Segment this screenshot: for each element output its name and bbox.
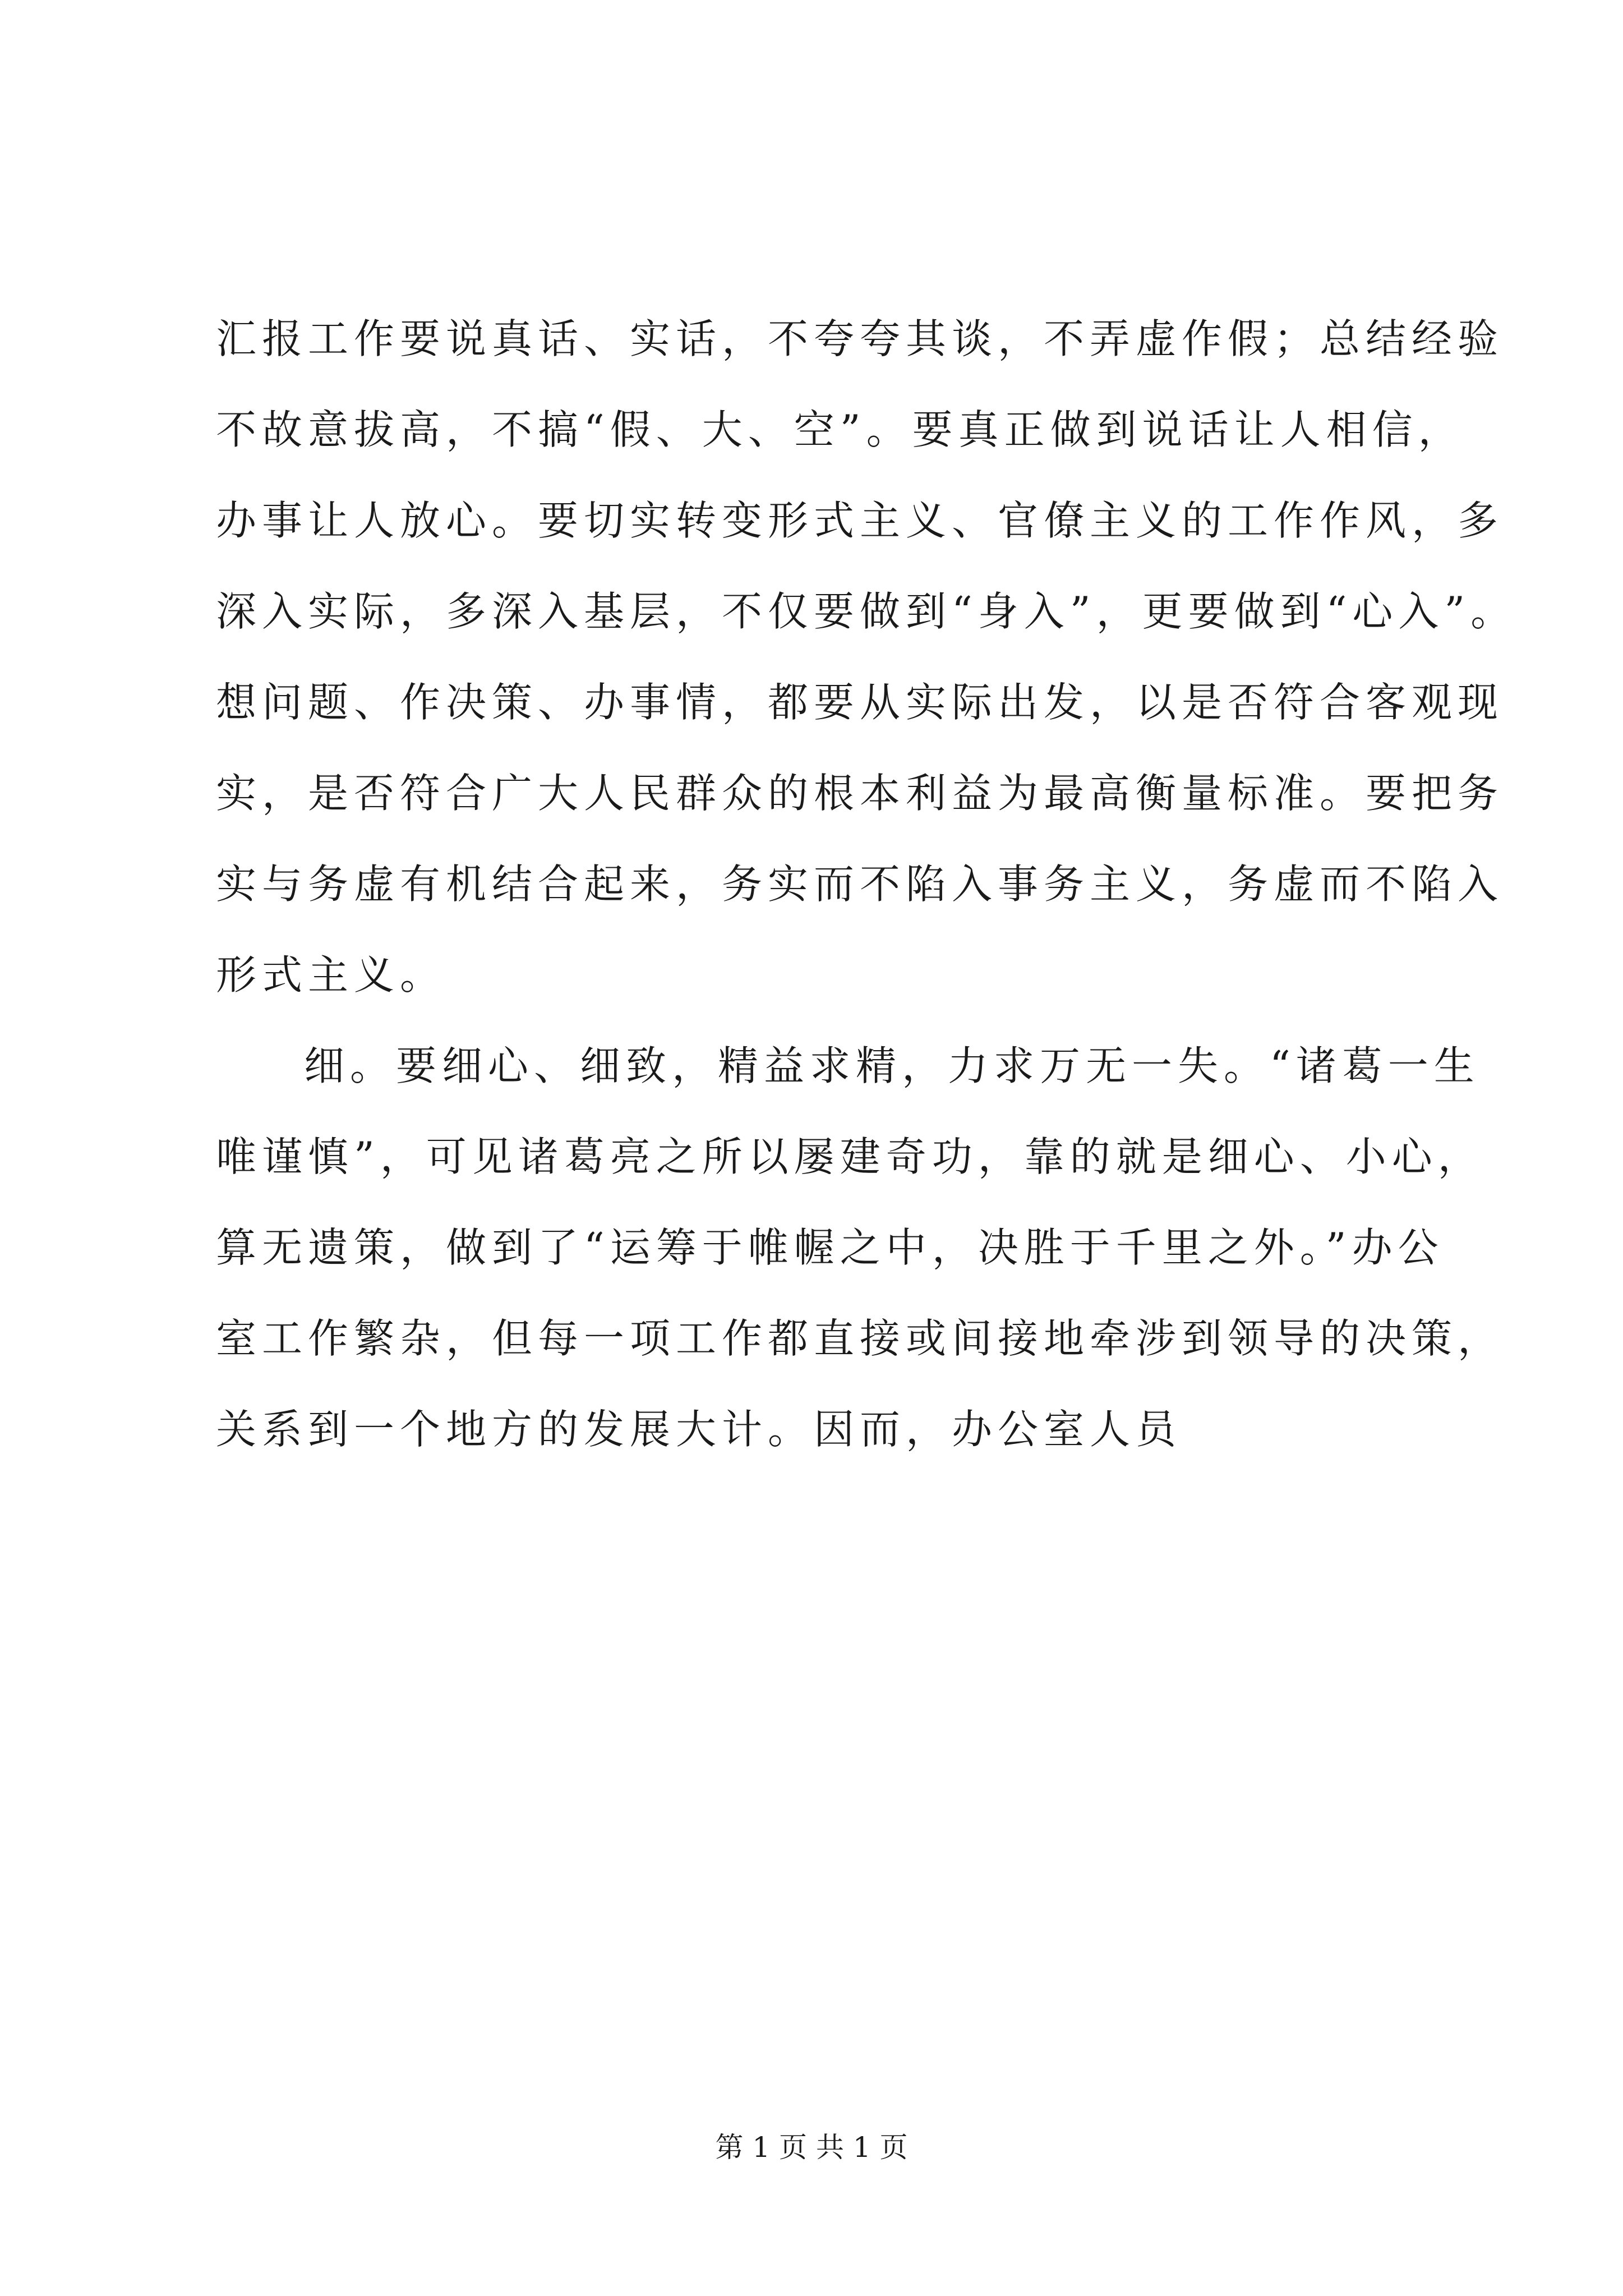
body-line-1: 汇报工作要说真话、实话，不夸夸其谈，不弄虚作假；总结经验 [216, 315, 1504, 362]
body-line-12: 室工作繁杂，但每一项工作都直接或间接地牵涉到领导的决策， [216, 1315, 1504, 1362]
body-line-6: 实，是否符合广大人民群众的根本利益为最高衡量标准。要把务 [216, 770, 1504, 817]
body-line-2: 不故意拔高，不搞“假、大、空”。要真正做到说话让人相信， [216, 406, 1464, 453]
body-line-3: 办事让人放心。要切实转变形式主义、官僚主义的工作作风，多 [216, 497, 1504, 544]
body-line-5: 想问题、作决策、办事情，都要从实际出发，以是否符合客观现 [216, 679, 1504, 726]
body-line-9: 细。要细心、细致，精益求精，力求万无一失。“诸葛一生 [304, 1042, 1480, 1089]
body-line-10: 唯谨慎”，可见诸葛亮之所以屡建奇功，靠的就是细心、小心， [216, 1133, 1484, 1180]
body-line-13: 关系到一个地方的发展大计。因而，办公室人员 [216, 1406, 1182, 1453]
body-line-8: 形式主义。 [216, 951, 446, 999]
page-number-footer: 第 1 页 共 1 页 [715, 2131, 908, 2164]
body-line-7: 实与务虚有机结合起来，务实而不陷入事务主义，务虚而不陷入 [216, 861, 1504, 908]
body-line-11: 算无遗策，做到了“运筹于帷幄之中，决胜于千里之外。”办公 [216, 1224, 1444, 1271]
body-line-4: 深入实际，多深入基层，不仅要做到“身入”，更要做到“心入”。 [216, 588, 1517, 635]
